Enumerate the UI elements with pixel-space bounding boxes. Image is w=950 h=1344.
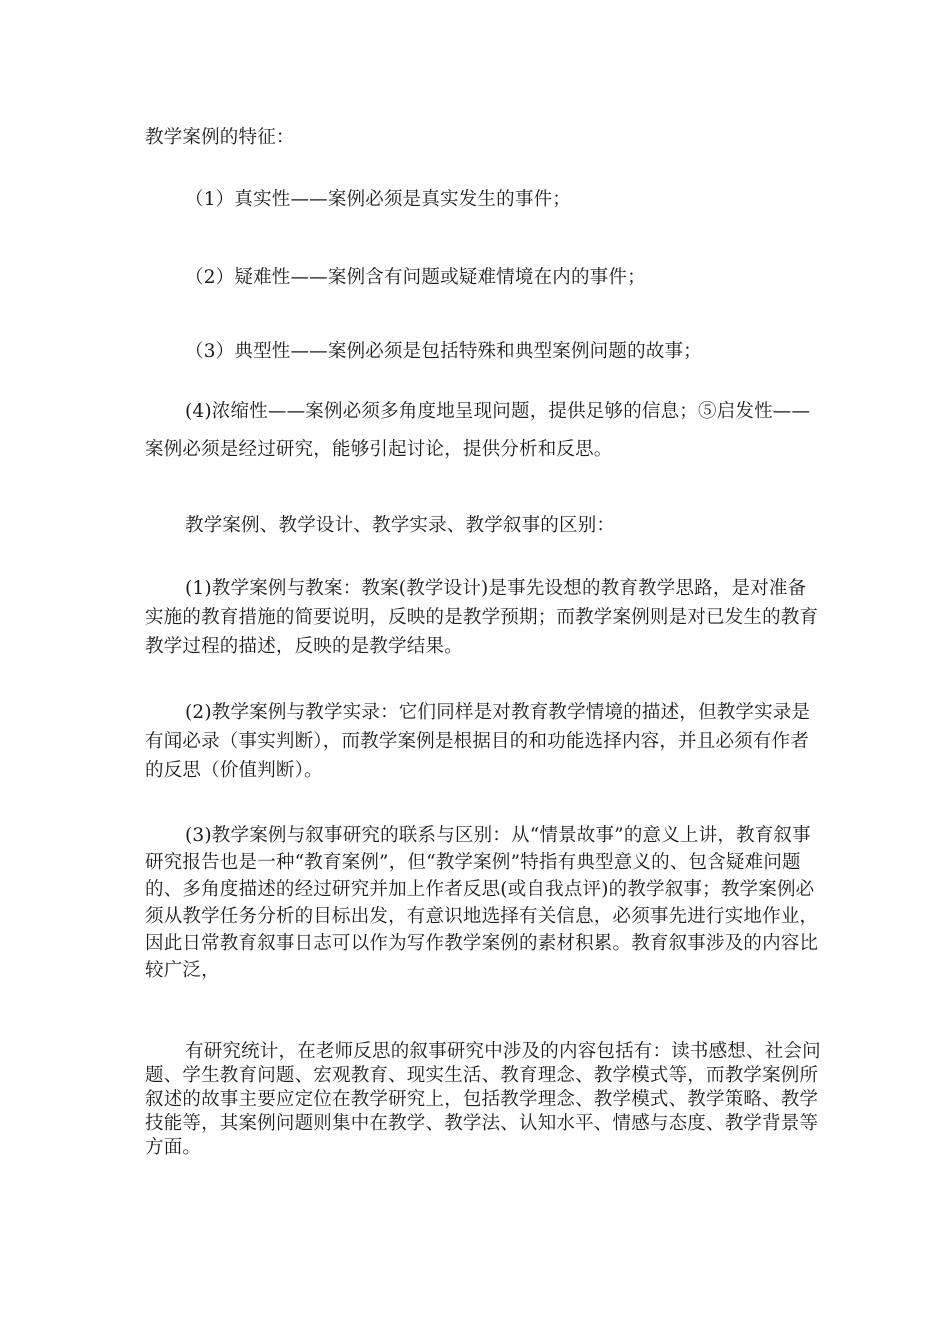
feature-item-3: （3）典型性——案例必须是包括特殊和典型案例问题的故事； xyxy=(185,341,702,362)
feature-item-4: (4)浓缩性——案例必须多角度地呈现问题，提供足够的信息；⑤启发性——案例必须是经过研究，能够引起讨论，提供分析和反思。 xyxy=(145,401,811,460)
section-heading: 教学案例、教学设计、教学实录、教学叙事的区别： xyxy=(185,515,616,536)
difference-item-1: (1)教学案例与教案：教案(教学设计)是事先设想的教育教学思路，是对准备实施的教育措施的简要说明，反映的是教学预期；而教学案例则是对已发生的教育教学过程的描述，反映的是教学结果。 xyxy=(145,578,819,657)
document-heading: 教学案例的特征： xyxy=(145,127,295,148)
difference-item-4: 有研究统计，在老师反思的叙事研究中涉及的内容包括有：读书感想、社会问题、学生教育问题、宏观教育、现实生活、教育理念、教学模式等，而教学案例所叙述的故事主要应定位在教学研究上，包括教学理念、教学模式、教学策略、教学技能等，其案例问题则集中在教学、教学法、认知水平、情感与态度、教学背景等方面。 xyxy=(145,1041,821,1158)
feature-item-1: （1）真实性——案例必须是真实发生的事件； xyxy=(185,189,571,210)
difference-item-3: (3)教学案例与叙事研究的联系与区别：从“情景故事”的意义上讲，教育叙事研究报告也是一种“教育案例”，但“教学案例”特指有典型意义的、包含疑难问题的、多角度描述的经过研究并加上作者反思(或自我点评)的教学叙事；教学案例必须从教学任务分析的目标出发，有意识地选择有关信息，必须事先进行实地作业，因此日常教育叙事日志可以作为写作教学案例的素材积累。教育叙事涉及的内容比较广泛， xyxy=(145,825,819,981)
feature-item-2: （2）疑难性——案例含有问题或疑难情境在内的事件； xyxy=(185,267,646,288)
difference-item-2: (2)教学案例与教学实录：它们同样是对教育教学情境的描述，但教学实录是有闻必录（事实判断），而教学案例是根据目的和功能选择内容，并且必须有作者的反思（价值判断）。 xyxy=(145,702,811,781)
